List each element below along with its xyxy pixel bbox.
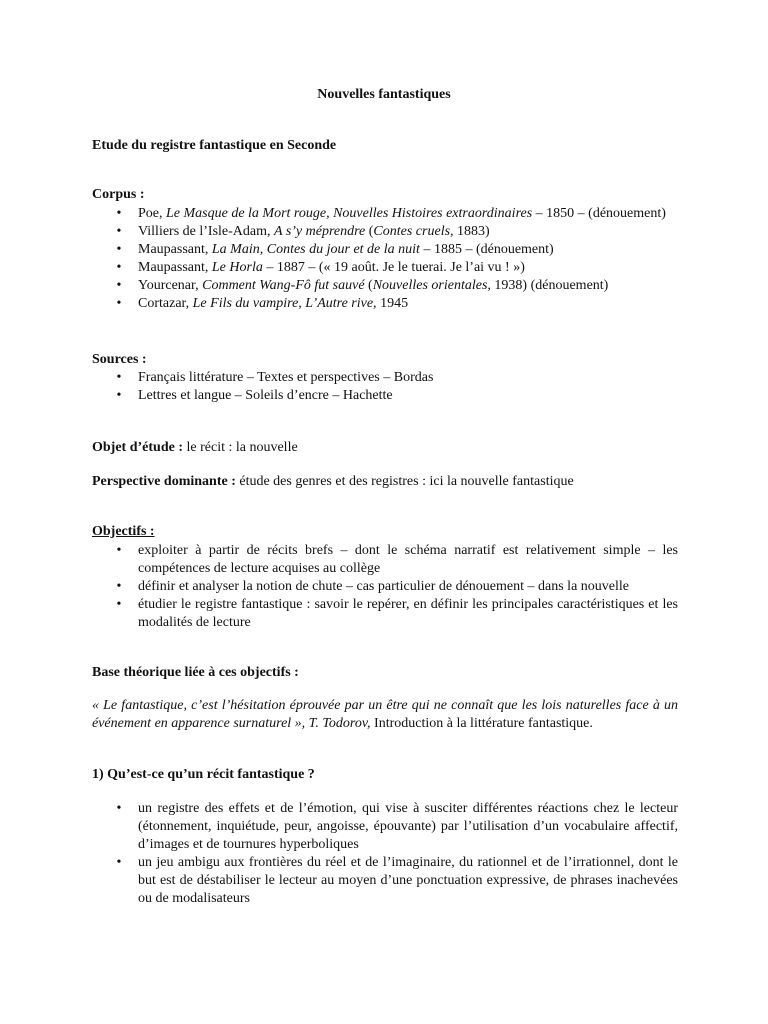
bullet-icon: •	[116, 206, 122, 221]
bullet-icon: •	[116, 388, 122, 403]
objectifs-list	[92, 542, 678, 632]
list-item: • étudier le registre fantastique : savoir le repérer, en définir les principales caractéristiques et les modalités de lecture	[92, 596, 678, 632]
todorov-quote: « Le fantastique, c’est l’hésitation éprouvée par un être qui ne connaît que les lois naturelles face à un événement en apparence surnaturel », T. Todorov, Introduction à la littérature fantastique.	[92, 698, 678, 731]
bullet-icon: •	[116, 855, 122, 870]
bullet-icon: •	[116, 597, 122, 612]
base-theorique-heading: Base théorique liée à ces objectifs :	[92, 665, 299, 680]
list-item: • Yourcenar, Comment Wang-Fô fut sauvé (Nouvelles orientales, 1938) (dénouement)	[92, 277, 678, 295]
list-item: • un jeu ambigu aux frontières du réel et de l’imaginaire, du rationnel et de l’irrationnel, dont le but est de déstabiliser le lecteur au moyen d’une ponctuation expressive, de phrases inachevées ou de modalisateurs	[92, 854, 678, 908]
bullet-icon: •	[116, 278, 122, 293]
bullet-icon: •	[116, 543, 122, 558]
list-item: • Cortazar, Le Fils du vampire, L’Autre rive, 1945	[92, 295, 678, 313]
list-item: • Villiers de l’Isle-Adam, A s’y méprendre (Contes cruels, 1883)	[92, 223, 678, 241]
sources-list	[92, 369, 678, 405]
list-item: • exploiter à partir de récits brefs – dont le schéma narratif est relativement simple – les compétences de lecture acquises au collège	[92, 542, 678, 578]
list-item: • définir et analyser la notion de chute – cas particulier de dénouement – dans la nouvelle	[92, 578, 678, 596]
section-1-list	[92, 800, 678, 908]
bullet-icon: •	[116, 260, 122, 275]
list-item: • Maupassant, La Main, Contes du jour et de la nuit – 1885 – (dénouement)	[92, 241, 678, 259]
bullet-icon: •	[116, 801, 122, 816]
list-item: • Lettres et langue – Soleils d’encre – Hachette	[92, 387, 678, 405]
subtitle: Etude du registre fantastique en Seconde	[92, 138, 337, 153]
perspective-dominante: Perspective dominante : étude des genres et des registres : ici la nouvelle fantastique	[92, 474, 574, 489]
bullet-icon: •	[116, 579, 122, 594]
bullet-icon: •	[116, 242, 122, 257]
bullet-icon: •	[116, 224, 122, 239]
objectifs-heading: Objectifs :	[92, 524, 155, 539]
bullet-icon: •	[116, 370, 122, 385]
list-item: • Français littérature – Textes et perspectives – Bordas	[92, 369, 678, 387]
bullet-icon: •	[116, 296, 122, 311]
list-item: • Poe, Le Masque de la Mort rouge, Nouvelles Histoires extraordinaires – 1850 – (dénouement)	[92, 205, 678, 223]
corpus-list	[92, 205, 678, 313]
list-item: • Maupassant, Le Horla – 1887 – (« 19 août. Je le tuerai. Je l’ai vu ! »)	[92, 259, 678, 277]
sources-heading: Sources :	[92, 352, 147, 367]
corpus-heading: Corpus :	[92, 187, 145, 202]
page-title: Nouvelles fantastiques	[317, 87, 451, 102]
list-item: • un registre des effets et de l’émotion, qui vise à susciter différentes réactions chez le lecteur (étonnement, inquiétude, peur, angoisse, épouvante) par l’utilisation d’un vocabulaire affectif, d’images et de tournures hyperboliques	[92, 800, 678, 854]
objet-etude: Objet d’étude : le récit : la nouvelle	[92, 440, 298, 455]
section-1-heading: 1) Qu’est-ce qu’un récit fantastique ?	[92, 767, 315, 782]
